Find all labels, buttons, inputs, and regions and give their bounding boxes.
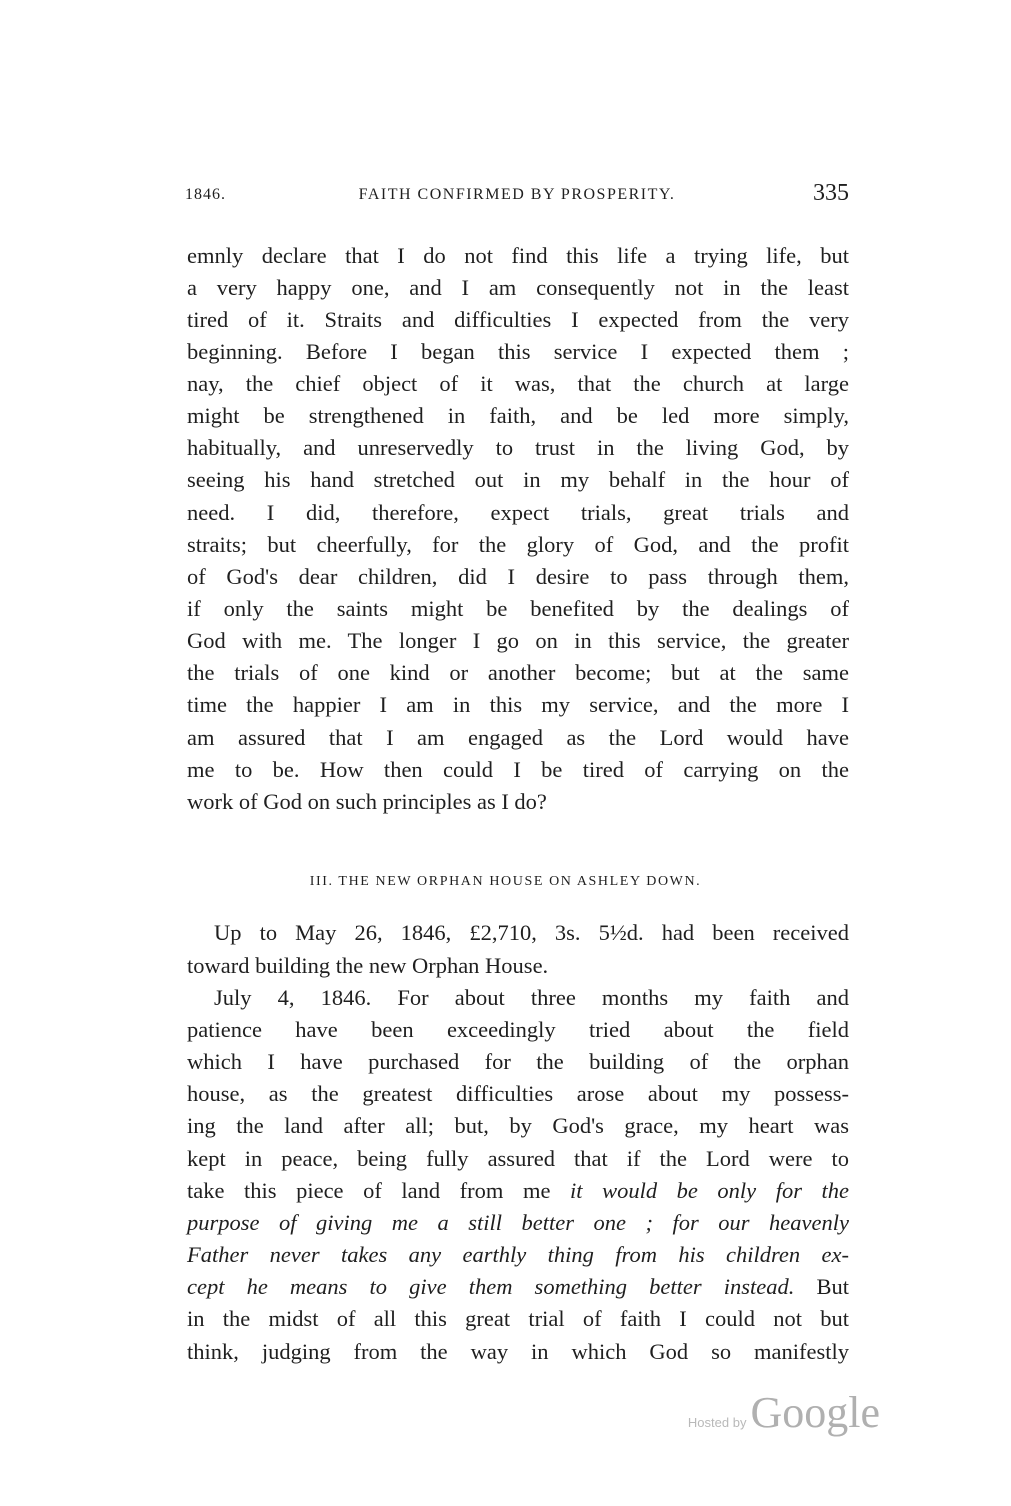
text-line: work of God on such principles as I do? — [187, 789, 547, 814]
header-year: 1846. — [185, 186, 226, 203]
text-line: Up to May 26, 1846, £2,710, 3s. 5½d. had been received — [214, 920, 849, 945]
italic-text: it would be only for the — [570, 1178, 849, 1203]
text-line — [187, 1271, 849, 1303]
text-line: habitually, and unreservedly to trust in the living God, by — [187, 435, 849, 460]
italic-text: Father never takes any earthly thing from his children ex- — [187, 1242, 849, 1267]
text-line: patience have been exceedingly tried about the field — [187, 1017, 849, 1042]
page-number: 335 — [813, 180, 849, 206]
section-heading: III. THE NEW ORPHAN HOUSE ON ASHLEY DOWN. — [309, 874, 702, 889]
text-line: of God's dear children, did I desire to pass through them, — [187, 564, 849, 589]
text-line: need. I did, therefore, expect trials, great trials and — [187, 500, 849, 525]
text-line: which I have purchased for the building of the orphan — [187, 1049, 849, 1074]
header-title: FAITH CONFIRMED BY PROSPERITY. — [358, 186, 676, 203]
text-line: think, judging from the way in which God so manifestly — [187, 1339, 849, 1364]
text-line: straits; but cheerfully, for the glory of God, and the profit — [187, 532, 849, 557]
italic-text: cept he means to give them something better instead. — [187, 1274, 795, 1299]
text-line: emnly declare that I do not find this life a trying life, but — [187, 243, 849, 268]
text-line: time the happier I am in this my service, and the more I — [187, 692, 849, 717]
plain-text: take this piece of land from me — [187, 1178, 571, 1203]
text-line: in the midst of all this great trial of faith I could not but — [187, 1306, 849, 1331]
running-head — [185, 180, 849, 212]
text-line: me to be. How then could I be tired of carrying on the — [187, 757, 849, 782]
google-logo-text: Google — [750, 1388, 880, 1437]
text-line — [187, 1175, 849, 1207]
text-line: July 4, 1846. For about three months my faith and — [214, 985, 849, 1010]
text-line: toward building the new Orphan House. — [187, 953, 549, 978]
text-line: might be strengthened in faith, and be led more simply, — [187, 403, 849, 428]
text-line: God with me. The longer I go on in this service, the greater — [187, 628, 849, 653]
text-line: seeing his hand stretched out in my behalf in the hour of — [187, 467, 849, 492]
text-line: house, as the greatest difficulties arose about my possess- — [187, 1081, 849, 1106]
text-line: am assured that I am engaged as the Lord would have — [187, 725, 849, 750]
watermark-prefix: Hosted by — [687, 1415, 747, 1430]
plain-text: But — [794, 1274, 849, 1299]
text-line — [187, 1207, 849, 1239]
text-line — [187, 1239, 849, 1271]
text-line: a very happy one, and I am consequently not in the least — [187, 275, 849, 300]
text-line: beginning. Before I began this service I expected them ; — [187, 339, 849, 364]
text-line: kept in peace, being fully assured that if the Lord were to — [187, 1146, 849, 1171]
italic-text: purpose of giving me a still better one ; for our heavenly — [187, 1210, 849, 1235]
text-line: if only the saints might be benefited by the dealings of — [187, 596, 849, 621]
text-line: ing the land after all; but, by God's grace, my heart was — [187, 1113, 849, 1138]
hosted-by-google-watermark — [688, 1387, 880, 1438]
text-line: tired of it. Straits and difficulties I expected from the very — [187, 307, 849, 332]
text-line: nay, the chief object of it was, that the church at large — [187, 371, 849, 396]
text-line: the trials of one kind or another become; but at the same — [187, 660, 849, 685]
